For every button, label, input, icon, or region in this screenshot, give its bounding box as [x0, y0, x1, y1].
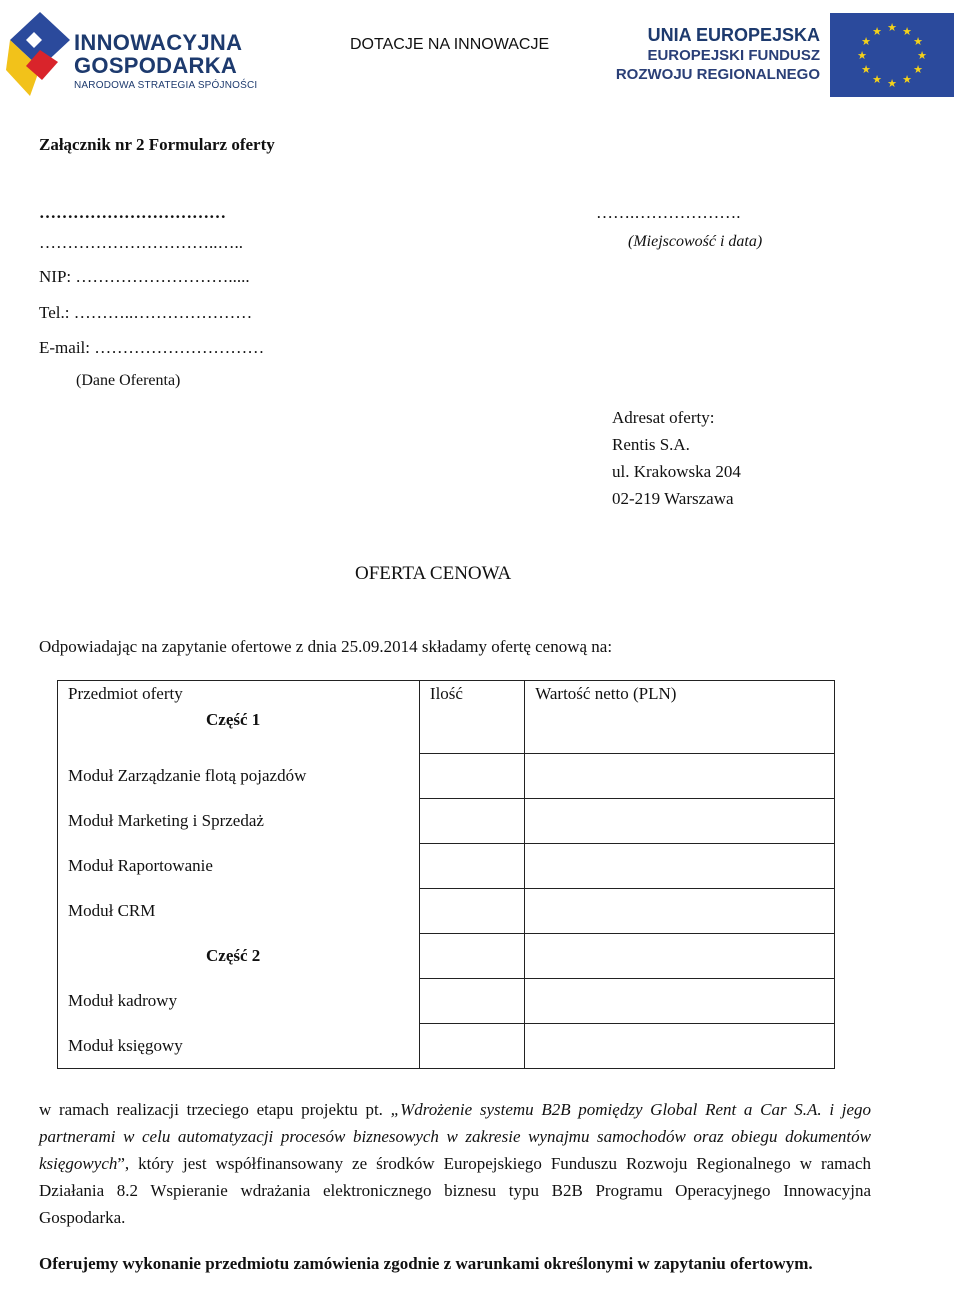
table-cell-qty: [419, 799, 524, 844]
tel-field: Tel.: ………..…………………: [39, 303, 253, 322]
addressee-block: [612, 404, 741, 512]
table-cell-value-header: [525, 681, 835, 754]
body-part-1: w ramach realizacji trzeciego etapu projektu pt.: [39, 1100, 391, 1119]
table-row: [58, 934, 835, 979]
module-label: Moduł Raportowanie: [68, 855, 213, 875]
part-2-label: Część 2: [206, 945, 261, 965]
header-subject: Przedmiot oferty: [68, 684, 183, 703]
table-cell-qty-header: [419, 681, 524, 754]
module-label: Moduł Zarządzanie flotą pojazdów: [68, 765, 307, 785]
table-cell-value: [525, 889, 835, 934]
offeror-caption: (Dane Oferenta): [76, 372, 181, 389]
module-label: Moduł kadrowy: [68, 990, 178, 1010]
table-cell-qty: [419, 754, 524, 799]
eu-line-3: ROZWOJU REGIONALNEGO: [615, 66, 820, 83]
eu-logo-text: [605, 24, 820, 84]
offeror-dots-2: …………………………..…..: [39, 233, 243, 252]
offeror-dots-1: ……………………………: [39, 203, 226, 222]
table-row: [58, 799, 835, 844]
svg-text:★: ★: [872, 25, 882, 38]
svg-text:★: ★: [887, 21, 897, 34]
logo-emblem-icon: [6, 10, 70, 96]
table-cell-subject: [58, 754, 420, 799]
svg-text:★: ★: [913, 63, 923, 76]
eu-line-2: EUROPEJSKI FUNDUSZ: [647, 47, 820, 64]
table-cell-value: [525, 934, 835, 979]
table-cell-qty: [419, 1024, 524, 1069]
svg-text:★: ★: [861, 63, 871, 76]
svg-text:★: ★: [872, 73, 882, 86]
table-row: [58, 1024, 835, 1069]
table-row: [58, 754, 835, 799]
email-field: E-mail: …………………………: [39, 338, 265, 357]
eu-flag-icon: [830, 13, 954, 97]
svg-text:★: ★: [887, 77, 897, 90]
svg-text:★: ★: [857, 49, 867, 62]
table-cell-value: [525, 1024, 835, 1069]
offer-title: OFERTA CENOWA: [355, 563, 512, 584]
table-cell-subject: [58, 934, 420, 979]
table-cell-qty: [419, 889, 524, 934]
svg-text:★: ★: [861, 35, 871, 48]
logo-line-2: GOSPODARKA: [74, 53, 238, 78]
table-row: [58, 681, 835, 754]
table-cell-subject: [58, 1024, 420, 1069]
place-date-dots: …….……………….: [596, 203, 741, 222]
logo-line-1: INNOWACYJNA: [74, 30, 243, 55]
nip-field: NIP: ……………………….....: [39, 267, 250, 286]
table-cell-value: [525, 799, 835, 844]
project-title: „Wdrożenie systemu B2B pomiędzy Global Rent a Car S.A. i jego partnerami w celu automatyzacji procesów biznesowych w zakresie wynajmu samochodów oraz obiegu dokumentów księgowych: [39, 1100, 871, 1173]
closing-statement: Oferujemy wykonanie przedmiotu zamówienia zgodnie z warunkami określonymi w zapytaniu ofertowym.: [39, 1254, 813, 1273]
place-date-caption: (Miejscowość i data): [628, 233, 763, 250]
body-part-2: ”, który jest współfinansowany ze środków Europejskiego Funduszu Rozwoju Regionalnego w ramach Działania 8.2 Wspieranie wdrażania elektronicznego biznesu typu B2B Programu Operacyjnego Innowacyjna Gospodarka.: [39, 1154, 871, 1227]
table-cell-qty: [419, 844, 524, 889]
svg-text:★: ★: [917, 49, 927, 62]
part-1-label: Część 1: [206, 710, 261, 729]
offer-table: [57, 680, 835, 1069]
module-label: Moduł księgowy: [68, 1035, 183, 1055]
svg-text:★: ★: [902, 73, 912, 86]
header-quantity: Ilość: [429, 684, 463, 703]
table-cell-subject: [58, 979, 420, 1024]
table-cell-subject: [58, 844, 420, 889]
body-paragraph: [39, 1096, 871, 1231]
table-cell-subject-header: [58, 681, 420, 754]
table-cell-subject: [58, 799, 420, 844]
addressee-street: ul. Krakowska 204: [612, 462, 741, 481]
table-row: [58, 889, 835, 934]
module-label: Moduł Marketing i Sprzedaż: [68, 810, 264, 830]
header-net-value: Wartość netto (PLN): [535, 684, 677, 703]
logo-line-3: NARODOWA STRATEGIA SPÓJNOŚCI: [74, 80, 258, 91]
table-row: [58, 979, 835, 1024]
module-label: Moduł CRM: [68, 900, 156, 920]
table-cell-qty: [419, 979, 524, 1024]
table-cell-qty: [419, 934, 524, 979]
table-cell-value: [525, 844, 835, 889]
addressee-label: Adresat oferty:: [612, 408, 715, 427]
attachment-title: Załącznik nr 2 Formularz oferty: [39, 135, 275, 154]
svg-text:★: ★: [902, 25, 912, 38]
eu-line-1: UNIA EUROPEJSKA: [647, 25, 820, 45]
table-cell-subject: [58, 889, 420, 934]
intro-text: Odpowiadając na zapytanie ofertowe z dnia 25.09.2014 składamy ofertę cenową na:: [39, 637, 613, 656]
table-row: [58, 844, 835, 889]
table-cell-value: [525, 754, 835, 799]
addressee-city: 02-219 Warszawa: [612, 489, 734, 508]
addressee-company: Rentis S.A.: [612, 435, 690, 454]
svg-text:★: ★: [913, 35, 923, 48]
table-cell-value: [525, 979, 835, 1024]
innowacyjna-gospodarka-logo: [6, 8, 266, 98]
header-center-text: DOTACJE NA INNOWACJE: [350, 36, 550, 53]
